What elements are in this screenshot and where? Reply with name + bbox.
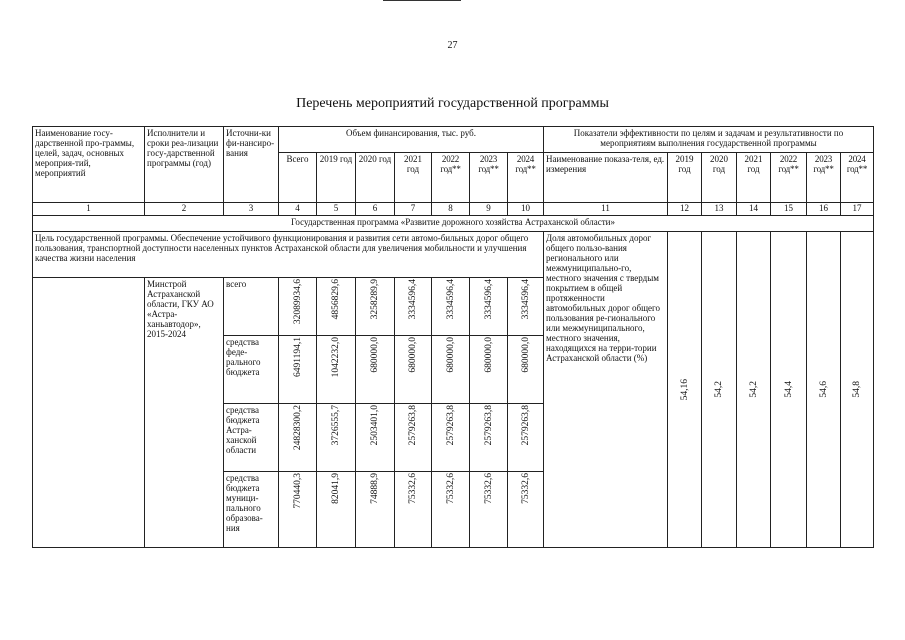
funding-2023: 680000,0 [470, 336, 508, 404]
program-title-row: Государственная программа «Развитие дорожного хозяйства Астраханской области» [33, 216, 874, 232]
indicator-value-2020: 54,2 [702, 232, 737, 548]
funding-2023: 75332,6 [470, 472, 508, 548]
funding-2022: 3334596,4 [432, 278, 470, 336]
source-label: средства бюджета муници-пального образова-ния [224, 472, 279, 548]
header-total: Всего [279, 153, 317, 203]
col-number: 11 [544, 203, 668, 216]
header-2024: 2024 год** [508, 153, 544, 203]
funding-2020: 680000,0 [356, 336, 395, 404]
header-funding-volume: Объем финансирования, тыс. руб. [279, 127, 544, 153]
funding-2022: 680000,0 [432, 336, 470, 404]
source-label: средства бюджета Астра-ханской области [224, 404, 279, 472]
header-2023: 2023 год** [470, 153, 508, 203]
col-number: 15 [771, 203, 807, 216]
document-title: Перечень мероприятий государственной программы [296, 96, 609, 111]
funding-2020: 3258289,9 [356, 278, 395, 336]
executor-cell: Минстрой Астраханской области, ГКУ АО «Астра-ханьавтодор», 2015-2024 [145, 278, 224, 548]
page-number: 27 [447, 40, 458, 51]
funding-2024: 3334596,4 [508, 278, 544, 336]
indicator-value-2022: 54,4 [771, 232, 807, 548]
funding-2020: 74888,9 [356, 472, 395, 548]
funding-total: 24828300,2 [279, 404, 317, 472]
header-ind-2021: 2021 год [737, 153, 771, 203]
col-number: 5 [317, 203, 356, 216]
funding-2021: 2579263,8 [395, 404, 432, 472]
funding-2023: 2579263,8 [470, 404, 508, 472]
funding-2022: 2579263,8 [432, 404, 470, 472]
funding-2022: 75332,6 [432, 472, 470, 548]
funding-2020: 2503401,0 [356, 404, 395, 472]
indicator-value-2021: 54,2 [737, 232, 771, 548]
col-number: 8 [432, 203, 470, 216]
source-label: средства феде-рального бюджета [224, 336, 279, 404]
header-indicators: Показатели эффективности по целям и задачам и результативности по мероприятиям выполнения государственной программы [544, 127, 874, 153]
column-numbers-row [33, 203, 874, 216]
funding-total: 770440,3 [279, 472, 317, 548]
funding-2021: 3334596,4 [395, 278, 432, 336]
funding-2021: 680000,0 [395, 336, 432, 404]
col-number: 6 [356, 203, 395, 216]
col-number: 2 [145, 203, 224, 216]
header-2021: 2021 год [395, 153, 432, 203]
program-goal: Цель государственной программы. Обеспечение устойчивого функционирования и развития сети автомо-бильных дорог общего пользования, транспортной доступности населенных пунктов Астраханской области для увеличения мобильности и улучшения качества жизни населения [33, 232, 544, 278]
source-label: всего [224, 278, 279, 336]
funding-total: 32089934,6 [279, 278, 317, 336]
col-number: 12 [668, 203, 702, 216]
col-number: 13 [702, 203, 737, 216]
indicator-value-2023: 54,6 [807, 232, 841, 548]
col-number: 1 [33, 203, 145, 216]
header-ind-2023: 2023 год** [807, 153, 841, 203]
funding-2019: 4856829,6 [317, 278, 356, 336]
header-ind-2019: 2019 год [668, 153, 702, 203]
col-number: 17 [841, 203, 874, 216]
col-number: 4 [279, 203, 317, 216]
col-number: 10 [508, 203, 544, 216]
header-2022: 2022 год** [432, 153, 470, 203]
funding-2024: 75332,6 [508, 472, 544, 548]
funding-2019: 82041,9 [317, 472, 356, 548]
header-indicator-name: Наименование показа-теля, ед. измерения [544, 153, 668, 203]
funding-2024: 2579263,8 [508, 404, 544, 472]
col-number: 9 [470, 203, 508, 216]
header-2020: 2020 год [356, 153, 395, 203]
funding-2023: 3334596,4 [470, 278, 508, 336]
funding-total: 6491194,1 [279, 336, 317, 404]
header-ind-2022: 2022 год** [771, 153, 807, 203]
header-ind-2024: 2024 год** [841, 153, 874, 203]
col-number: 14 [737, 203, 771, 216]
indicator-value-2024: 54,8 [841, 232, 874, 548]
col-number: 16 [807, 203, 841, 216]
funding-2019: 1042232,0 [317, 336, 356, 404]
indicator-value-2019: 54,16 [668, 232, 702, 548]
header-program-name: Наименование госу-дарственной про-граммы, целей, задач, основных мероприя-тий, мероприятий [33, 127, 145, 203]
indicator-name: Доля автомобильных дорог общего пользо-вания регионального или межмуниципально-го, местного значения с твердым покрытием в общей протяженности автомобильных дорог общего пользования ре-гионального или межмуниципального, местного значения, находящихся на терри-тории Астраханской области (%) [544, 232, 668, 548]
header-executors: Исполнители и сроки реа-лизации госу-дарственной программы (год) [145, 127, 224, 203]
header-sources: Источни-ки фи-нансиро-вания [224, 127, 279, 203]
header-2019: 2019 год [317, 153, 356, 203]
funding-2021: 75332,6 [395, 472, 432, 548]
col-number: 7 [395, 203, 432, 216]
program-activities-table [32, 126, 874, 548]
top-rule [383, 0, 461, 1]
col-number: 3 [224, 203, 279, 216]
header-ind-2020: 2020 год [702, 153, 737, 203]
funding-2019: 3726555,7 [317, 404, 356, 472]
activity-name-cell [33, 278, 145, 548]
funding-2024: 680000,0 [508, 336, 544, 404]
